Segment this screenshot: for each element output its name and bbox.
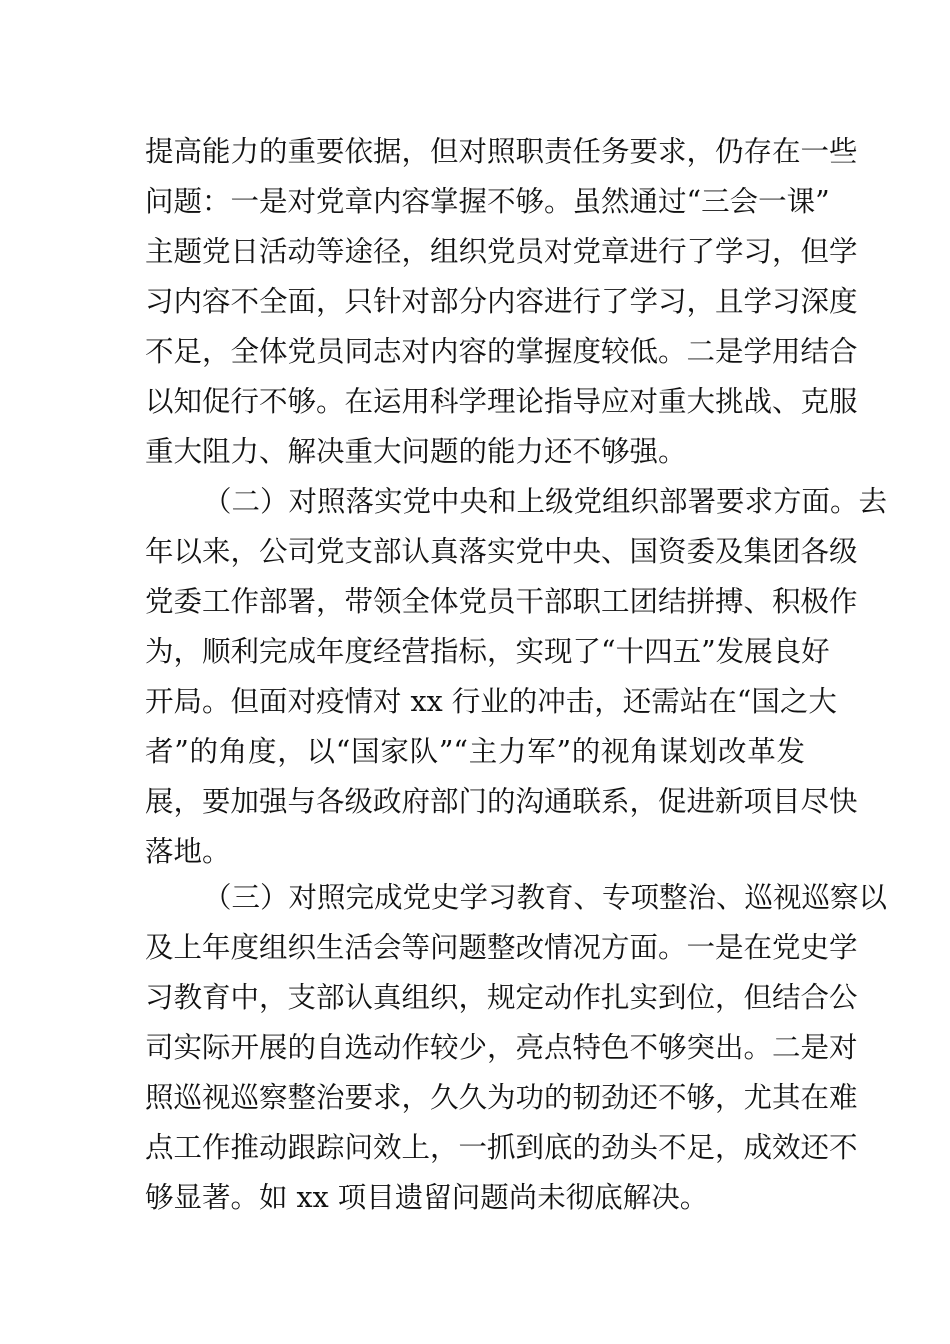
section-heading-line: （三）对照完成党史学习教育、专项整治、巡视巡察以 bbox=[203, 881, 888, 914]
text-line: 问题：一是对党章内容掌握不够。虽然通过“三会一课” bbox=[145, 185, 830, 218]
section-heading-line: （二）对照落实党中央和上级党组织部署要求方面。去 bbox=[203, 485, 888, 518]
text-line: 主题党日活动等途径，组织党员对党章进行了学习，但学 bbox=[145, 235, 858, 268]
text-line: 点工作推动跟踪问效上，一抓到底的劲头不足，成效还不 bbox=[145, 1131, 858, 1164]
text-line: 照巡视巡察整治要求，久久为功的韧劲还不够，尤其在难 bbox=[145, 1081, 858, 1114]
text-line: 司实际开展的自选动作较少，亮点特色不够突出。二是对 bbox=[145, 1031, 858, 1064]
text-line: 党委工作部署，带领全体党员干部职工团结拼搏、积极作 bbox=[145, 585, 858, 618]
text-line: 者”的角度，以“国家队”“主力军”的视角谋划改革发 bbox=[145, 735, 805, 768]
text-line: 习内容不全面，只针对部分内容进行了学习，且学习深度 bbox=[145, 285, 858, 318]
text-line: 以知促行不够。在运用科学理论指导应对重大挑战、克服 bbox=[145, 385, 858, 418]
text-line: 习教育中，支部认真组织，规定动作扎实到位，但结合公 bbox=[145, 981, 858, 1014]
text-line: 重大阻力、解决重大问题的能力还不够强。 bbox=[145, 435, 687, 468]
text-line: 够显著。如 xx 项目遗留问题尚未彻底解决。 bbox=[145, 1181, 709, 1214]
text-line: 为，顺利完成年度经营指标，实现了“十四五”发展良好 bbox=[145, 635, 830, 668]
text-line: 落地。 bbox=[145, 835, 231, 868]
text-line: 及上年度组织生活会等问题整改情况方面。一是在党史学 bbox=[145, 931, 858, 964]
text-line: 开局。但面对疫情对 xx 行业的冲击，还需站在“国之大 bbox=[145, 685, 837, 718]
text-line: 提高能力的重要依据，但对照职责任务要求，仍存在一些 bbox=[145, 135, 858, 168]
text-line: 展，要加强与各级政府部门的沟通联系，促进新项目尽快 bbox=[145, 785, 858, 818]
text-line: 不足，全体党员同志对内容的掌握度较低。二是学用结合 bbox=[145, 335, 858, 368]
text-line: 年以来，公司党支部认真落实党中央、国资委及集团各级 bbox=[145, 535, 858, 568]
